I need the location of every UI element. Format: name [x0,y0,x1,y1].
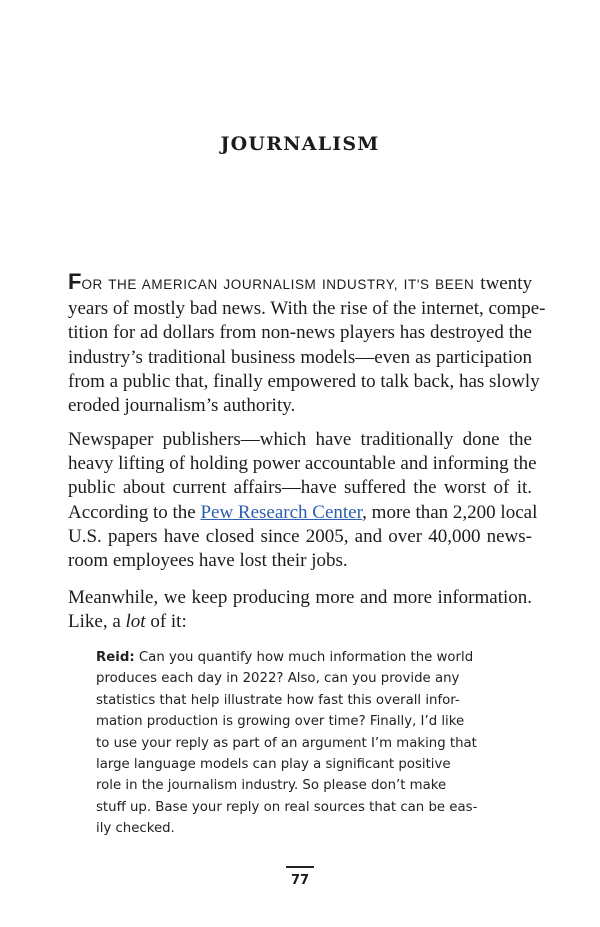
paragraph-line [68,610,532,634]
paragraph-1 [68,269,546,418]
paragraph-line: from a public that, finally empowered to talk back, has slowly [68,370,540,392]
text: Can you quantify how much information the world [134,650,474,665]
page-number-rule [286,866,314,868]
paragraph-line: industry’s traditional business models—even as participation [68,346,532,368]
paragraph-line [68,501,538,525]
speaker-label: Reid: [96,650,135,665]
paragraph-line: Meanwhile, we keep producing more and more information. [68,587,532,608]
text: , more than 2,200 local [362,501,538,523]
paragraph-line: heavy lifting of holding power accountable and informing the [68,453,537,475]
paragraph-line: years of mostly bad news. With the rise of the internet, compe- [68,298,546,320]
text: According to the [68,501,201,523]
paragraph-2 [68,428,538,573]
pew-research-link[interactable]: Pew Research Center [200,501,363,523]
quote-line: to use your reply as part of an argument I’m making that [96,735,477,751]
paragraph-line [68,270,532,297]
quote-line: ily checked. [96,821,175,837]
text: of it: [145,611,187,633]
quote-line: statistics that help illustrate how fast this overall infor- [96,692,460,708]
quote-line: mation production is growing over time? Finally, I’d like [96,714,465,730]
paragraph-line: tition for ad dollars from non-news players has destroyed the [68,322,532,344]
paragraph-3 [68,586,532,634]
paragraph-line: public about current affairs—have suffered the worst of it. [68,477,532,499]
text: Like, a [68,611,126,633]
paragraph-line: Newspaper publishers—which have traditionally done the [68,429,532,450]
quote-line: produces each day in 2022? Also, can you provide any [96,671,460,687]
quote-line: role in the journalism industry. So please don’t make [96,778,447,794]
quote-line: large language models can play a significant positive [96,757,451,773]
paragraph-line: eroded journalism’s authority. [68,395,296,417]
paragraph-line: U.S. papers have closed since 2005, and over 40,000 news- [68,525,532,547]
quote-line [96,647,516,668]
small-caps-lead: OR THE AMERICAN JOURNALISM INDUSTRY, IT'S BEEN [81,277,475,292]
prompt-quote [96,647,516,840]
text: twenty [480,273,533,294]
emphasis: lot [125,611,146,633]
quote-line: stuff up. Base your reply on real sources that can be eas- [96,799,478,815]
paragraph-line: room employees have lost their jobs. [68,550,348,572]
chapter-title: JOURNALISM [220,133,380,155]
page-number: 77 [290,873,310,888]
drop-cap: F [68,269,82,294]
